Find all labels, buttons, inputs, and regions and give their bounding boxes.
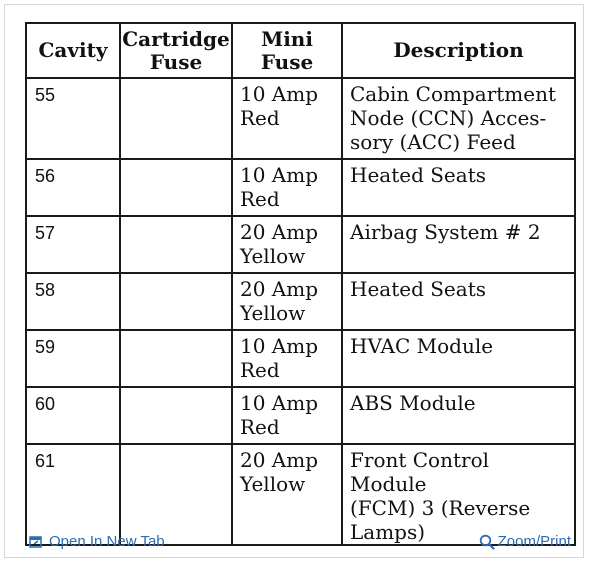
cartridge-cell <box>120 387 232 444</box>
fuse-color: Red <box>240 358 280 382</box>
mini-fuse-cell <box>232 216 342 273</box>
mini-fuse-cell <box>232 387 342 444</box>
mini-fuse-cell <box>232 159 342 216</box>
cartridge-cell <box>120 330 232 387</box>
cavity-cell: 60 <box>26 387 120 444</box>
header-cartridge-fuse: Cartridge Fuse <box>120 23 232 78</box>
table-row <box>26 387 575 444</box>
amp-rating: 10 Amp <box>240 391 319 415</box>
fuse-color: Red <box>240 106 280 130</box>
fuse-color: Red <box>240 415 280 439</box>
fuse-color: Yellow <box>240 472 306 496</box>
amp-rating: 20 Amp <box>240 448 319 472</box>
header-row <box>26 23 575 78</box>
table-row <box>26 159 575 216</box>
amp-rating: 20 Amp <box>240 220 319 244</box>
cartridge-cell <box>120 216 232 273</box>
open-in-new-tab-label: Open In New Tab <box>49 533 165 550</box>
cavity-cell: 56 <box>26 159 120 216</box>
zoom-print-label: Zoom/Print <box>497 533 571 550</box>
figure-footer <box>5 527 583 557</box>
description-cell: HVAC Module <box>342 330 575 387</box>
fuse-color: Yellow <box>240 301 306 325</box>
header-mini-fuse: Mini Fuse <box>232 23 342 78</box>
amp-rating: 20 Amp <box>240 277 319 301</box>
cavity-cell: 55 <box>26 78 120 159</box>
description-cell: Airbag System # 2 <box>342 216 575 273</box>
fuse-table <box>25 22 576 546</box>
mini-fuse-cell <box>232 78 342 159</box>
amp-rating: 10 Amp <box>240 163 319 187</box>
table-row <box>26 273 575 330</box>
mini-fuse-cell <box>232 330 342 387</box>
description-cell: Cabin Compartment Node (CCN) Acces- sory (ACC) Feed <box>342 78 575 159</box>
header-cavity: Cavity <box>26 23 120 78</box>
zoom-print-link[interactable] <box>479 533 571 550</box>
mini-fuse-cell <box>232 273 342 330</box>
cavity-cell: 59 <box>26 330 120 387</box>
cavity-cell: 58 <box>26 273 120 330</box>
table-row <box>26 78 575 159</box>
fuse-color: Yellow <box>240 244 306 268</box>
cavity-cell: 57 <box>26 216 120 273</box>
fuse-color: Red <box>240 187 280 211</box>
cavity-cell: 61 <box>26 444 120 545</box>
description-cell: Heated Seats <box>342 273 575 330</box>
description-cell: Front Control Module (FCM) 3 (Reverse Lamps) <box>342 444 575 545</box>
cartridge-cell <box>120 159 232 216</box>
open-new-tab-icon <box>29 535 43 548</box>
magnifier-icon <box>479 534 495 550</box>
open-in-new-tab-link[interactable] <box>29 533 165 550</box>
table-row <box>26 216 575 273</box>
description-cell: ABS Module <box>342 387 575 444</box>
header-description: Description <box>342 23 575 78</box>
figure-frame <box>4 4 584 558</box>
amp-rating: 10 Amp <box>240 334 319 358</box>
description-cell: Heated Seats <box>342 159 575 216</box>
cartridge-cell <box>120 78 232 159</box>
amp-rating: 10 Amp <box>240 82 319 106</box>
table-row <box>26 330 575 387</box>
cartridge-cell <box>120 273 232 330</box>
